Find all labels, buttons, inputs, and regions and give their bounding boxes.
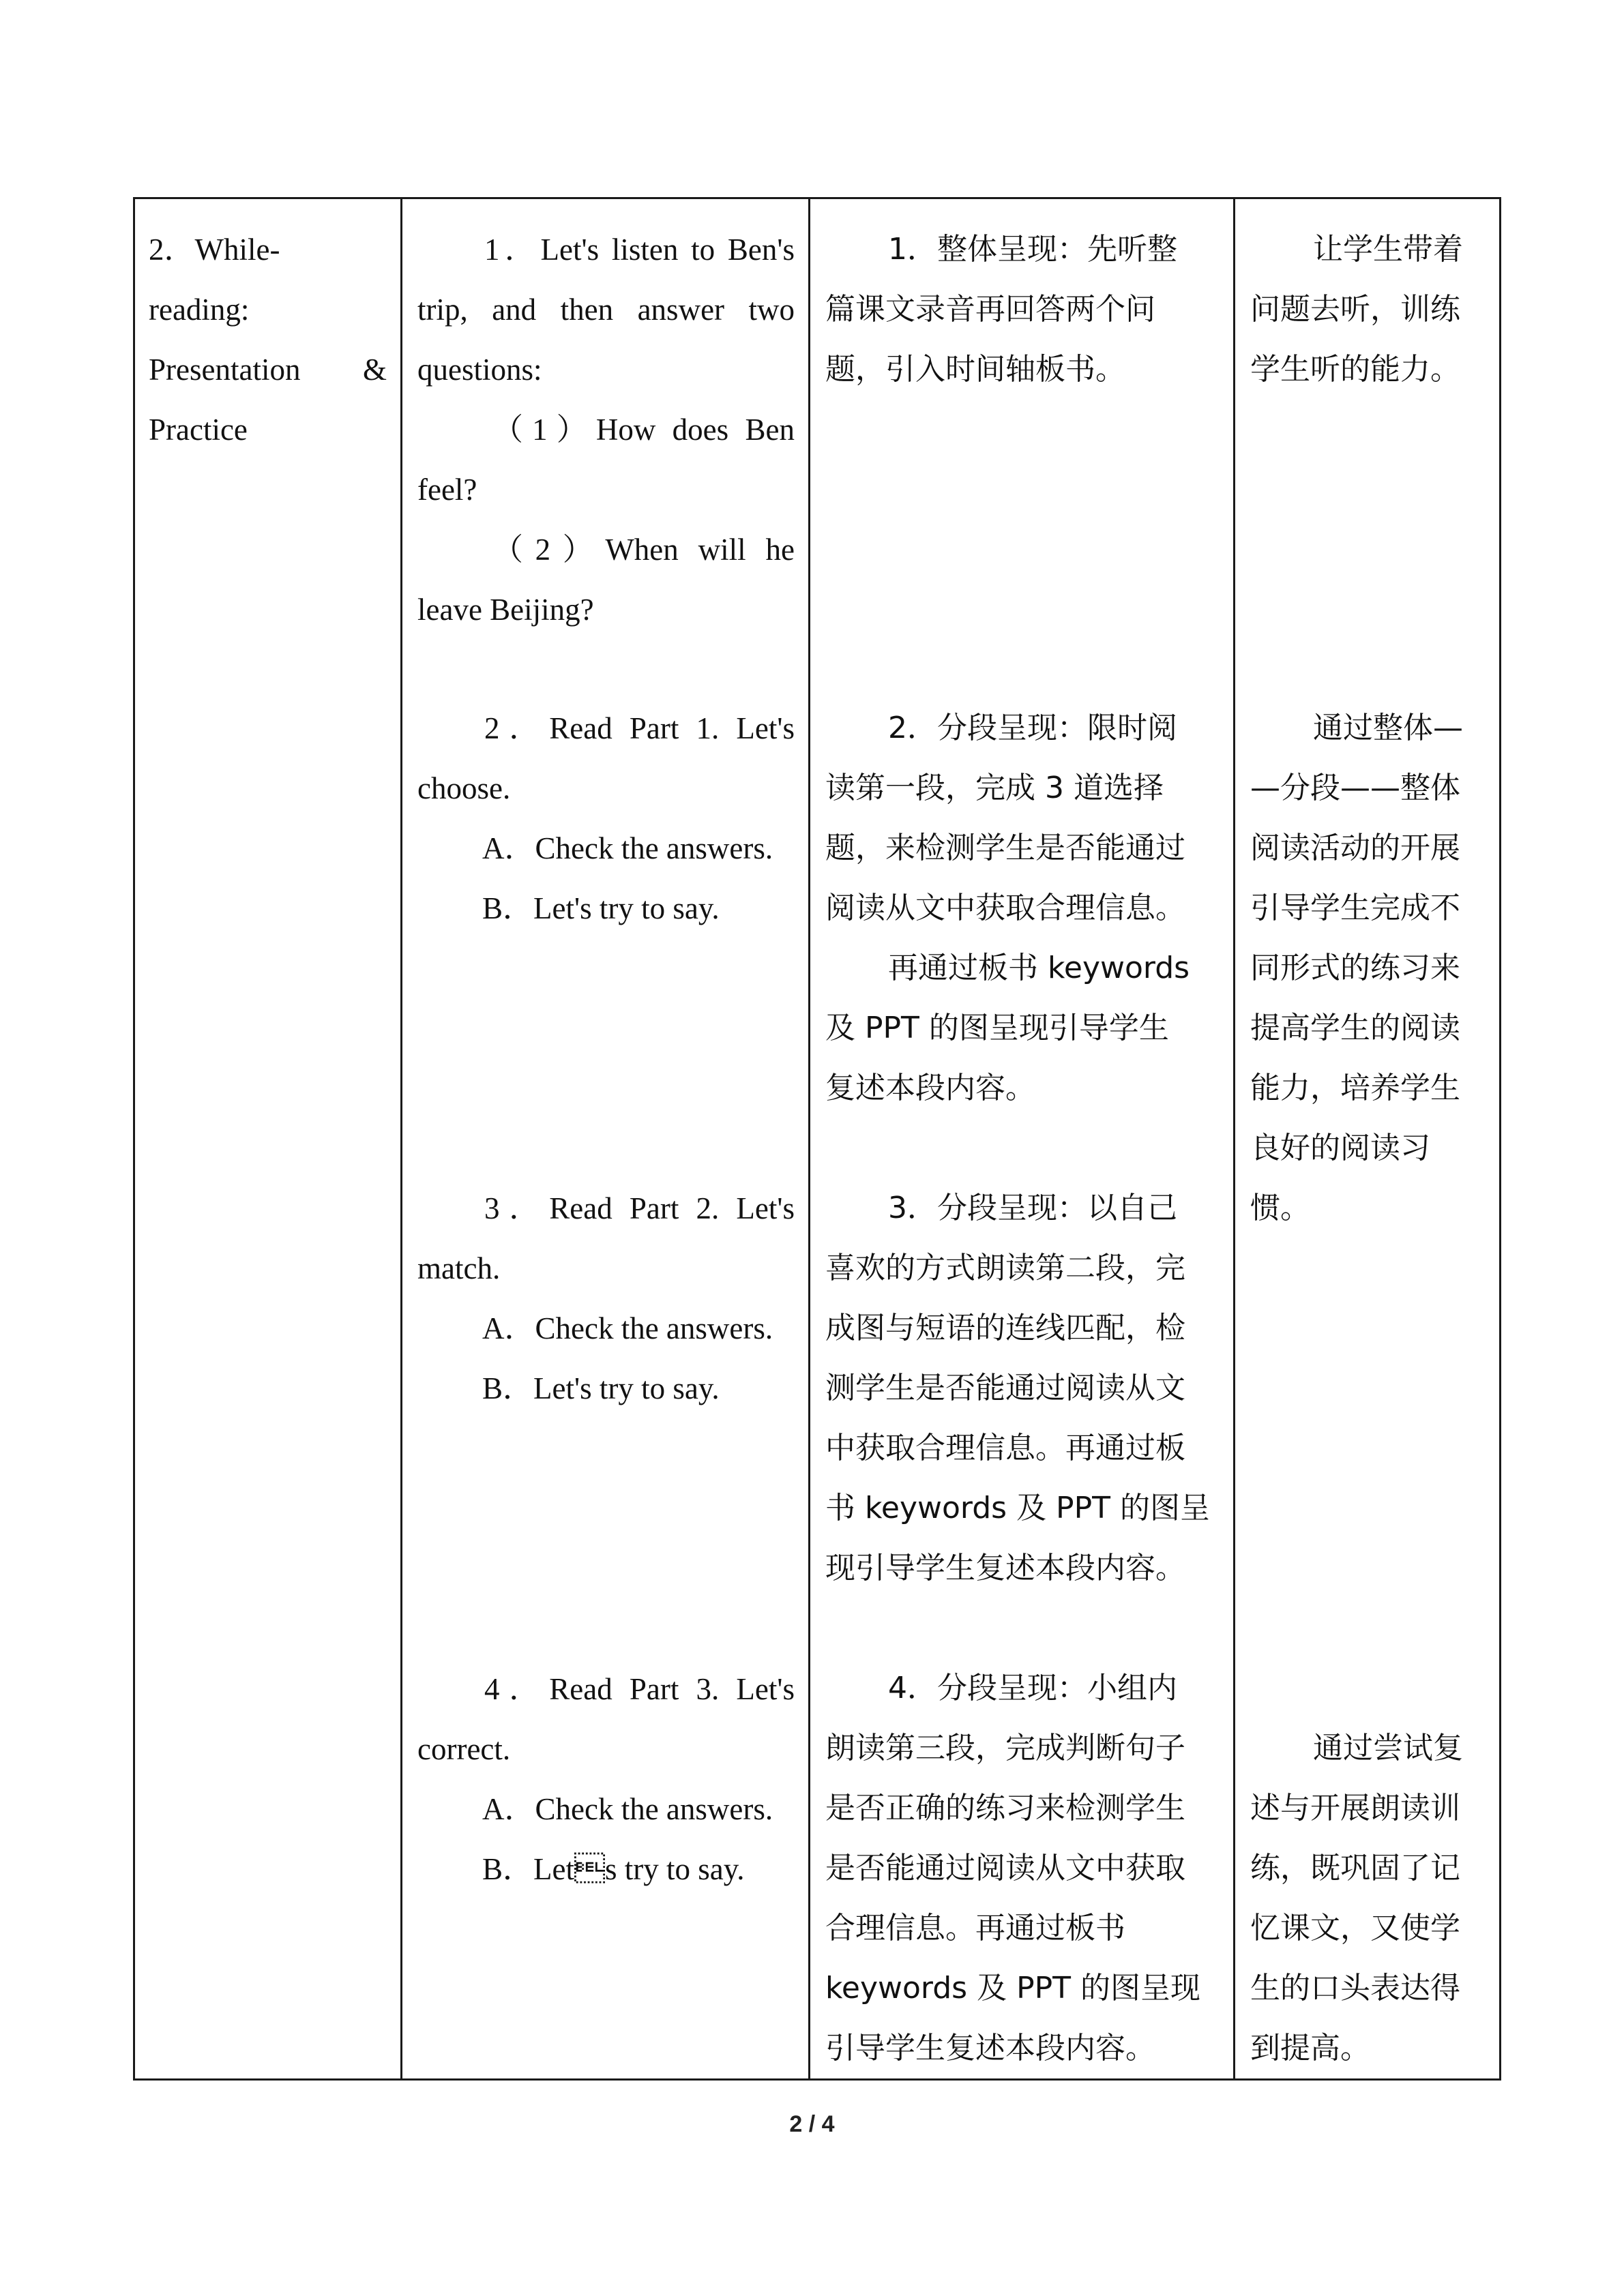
step-line: 喜欢的方式朗读第二段，完 <box>825 1251 1185 1285</box>
purpose-cell <box>1235 198 1501 2080</box>
activity-question: （2）When will he <box>492 533 795 567</box>
step-line: 书 keywords 及 PPT 的图呈 <box>825 1491 1210 1525</box>
activities-cell <box>402 198 810 2080</box>
activity-title: match. <box>417 1251 501 1285</box>
activity-option: A．Check the answers. <box>482 831 773 865</box>
activity-title: questions: <box>417 353 542 387</box>
step-line: 题，引入时间轴板书。 <box>825 352 1125 387</box>
purpose-line: 到提高。 <box>1250 2031 1370 2066</box>
purpose-line: 能力，培养学生 <box>1250 1071 1460 1105</box>
activity-option: A．Check the answers. <box>482 1311 773 1345</box>
stage-line: 2．While- <box>149 233 280 267</box>
step-line: 1．整体呈现：先听整 <box>888 232 1177 267</box>
purpose-line: 引导学生完成不 <box>1250 891 1460 925</box>
purpose-line: 学生听的能力。 <box>1250 352 1460 387</box>
activity-title: 4．Read Part 3. Let's <box>484 1672 795 1706</box>
purpose-2 <box>1250 698 1487 1238</box>
purpose-line: 述与开展朗读训 <box>1250 1791 1460 1825</box>
step-line: 是否正确的练习来检测学生 <box>825 1791 1185 1825</box>
activity-title: choose. <box>417 771 511 805</box>
step-line: 测学生是否能通过阅读从文 <box>825 1371 1185 1405</box>
step-line: 现引导学生复述本段内容。 <box>825 1551 1185 1585</box>
step-line: 再通过板书 keywords <box>888 951 1190 985</box>
step-line: 是否能通过阅读从文中获取 <box>825 1851 1185 1885</box>
purpose-line: 练，既巩固了记 <box>1250 1851 1460 1885</box>
purpose-line: 良好的阅读习 <box>1250 1131 1430 1165</box>
step-4 <box>825 1658 1221 2078</box>
purpose-3 <box>1250 1718 1487 2078</box>
activity-title: 3．Read Part 2. Let's <box>484 1191 795 1225</box>
step-1 <box>825 220 1221 400</box>
activity-title: 2．Read Part 1. Let's <box>484 711 795 745</box>
activity-question: leave Beijing? <box>417 593 594 627</box>
purpose-line: 惯。 <box>1250 1191 1310 1225</box>
purpose-line: 通过整体— <box>1313 711 1463 745</box>
purpose-line: 通过尝试复 <box>1313 1731 1463 1765</box>
activity-2 <box>417 698 795 938</box>
step-line: 3．分段呈现：以自己 <box>888 1191 1177 1225</box>
activity-4 <box>417 1659 795 1899</box>
step-line: 引导学生复述本段内容。 <box>825 2031 1155 2066</box>
activity-title: correct. <box>417 1732 511 1766</box>
activity-title: 1．Let's listen to Ben's <box>484 233 795 267</box>
purpose-line: 忆课文，又使学 <box>1250 1911 1460 1945</box>
activity-title: trip, and then answer two <box>417 293 795 327</box>
step-line: 篇课文录音再回答两个问 <box>825 292 1155 327</box>
step-line: 中获取合理信息。再通过板 <box>825 1431 1185 1465</box>
step-line: 阅读从文中获取合理信息。 <box>825 891 1185 925</box>
activity-1 <box>417 220 795 640</box>
page-number: 2 / 4 <box>789 2111 835 2137</box>
table-row <box>134 198 1501 2080</box>
step-line: 读第一段，完成 3 道选择 <box>825 771 1164 805</box>
activity-option: A．Check the answers. <box>482 1792 773 1826</box>
activity-option: B．Lets try to say. <box>482 1852 745 1886</box>
step-line: 题，来检测学生是否能通过 <box>825 831 1185 865</box>
purpose-1 <box>1250 220 1487 400</box>
lesson-plan-table <box>133 197 1501 2081</box>
purpose-line: 提高学生的阅读 <box>1250 1011 1460 1045</box>
activity-question: （1）How does Ben <box>492 413 795 447</box>
stage-line: Presentation & <box>149 353 387 387</box>
purpose-line: 阅读活动的开展 <box>1250 831 1460 865</box>
steps-cell <box>810 198 1235 2080</box>
step-line: 朗读第三段，完成判断句子 <box>825 1731 1185 1765</box>
purpose-line: 问题去听，训练 <box>1250 292 1460 327</box>
step-line: 成图与短语的连线匹配，检 <box>825 1311 1185 1345</box>
step-line: 及 PPT 的图呈现引导学生 <box>825 1011 1169 1045</box>
stage-cell <box>134 198 402 2080</box>
stage-line: Practice <box>149 413 248 447</box>
purpose-line: 生的口头表达得 <box>1250 1971 1460 2006</box>
step-line: keywords 及 PPT 的图呈现 <box>825 1971 1200 2006</box>
step-line: 2．分段呈现：限时阅 <box>888 711 1177 745</box>
stage-line: reading: <box>149 293 250 327</box>
step-3 <box>825 1178 1221 1598</box>
purpose-line: 同形式的练习来 <box>1250 951 1460 985</box>
activity-option: B．Let's try to say. <box>482 891 720 925</box>
step-line: 4．分段呈现：小组内 <box>888 1671 1177 1705</box>
activity-question: feel? <box>417 473 477 507</box>
purpose-line: —分段——整体 <box>1250 771 1460 805</box>
step-line: 复述本段内容。 <box>825 1071 1035 1105</box>
activity-3 <box>417 1178 795 1418</box>
purpose-line: 让学生带着 <box>1313 232 1463 267</box>
step-2 <box>825 698 1221 1118</box>
step-line: 合理信息。再通过板书 <box>825 1911 1125 1945</box>
activity-option: B．Let's try to say. <box>482 1371 720 1405</box>
